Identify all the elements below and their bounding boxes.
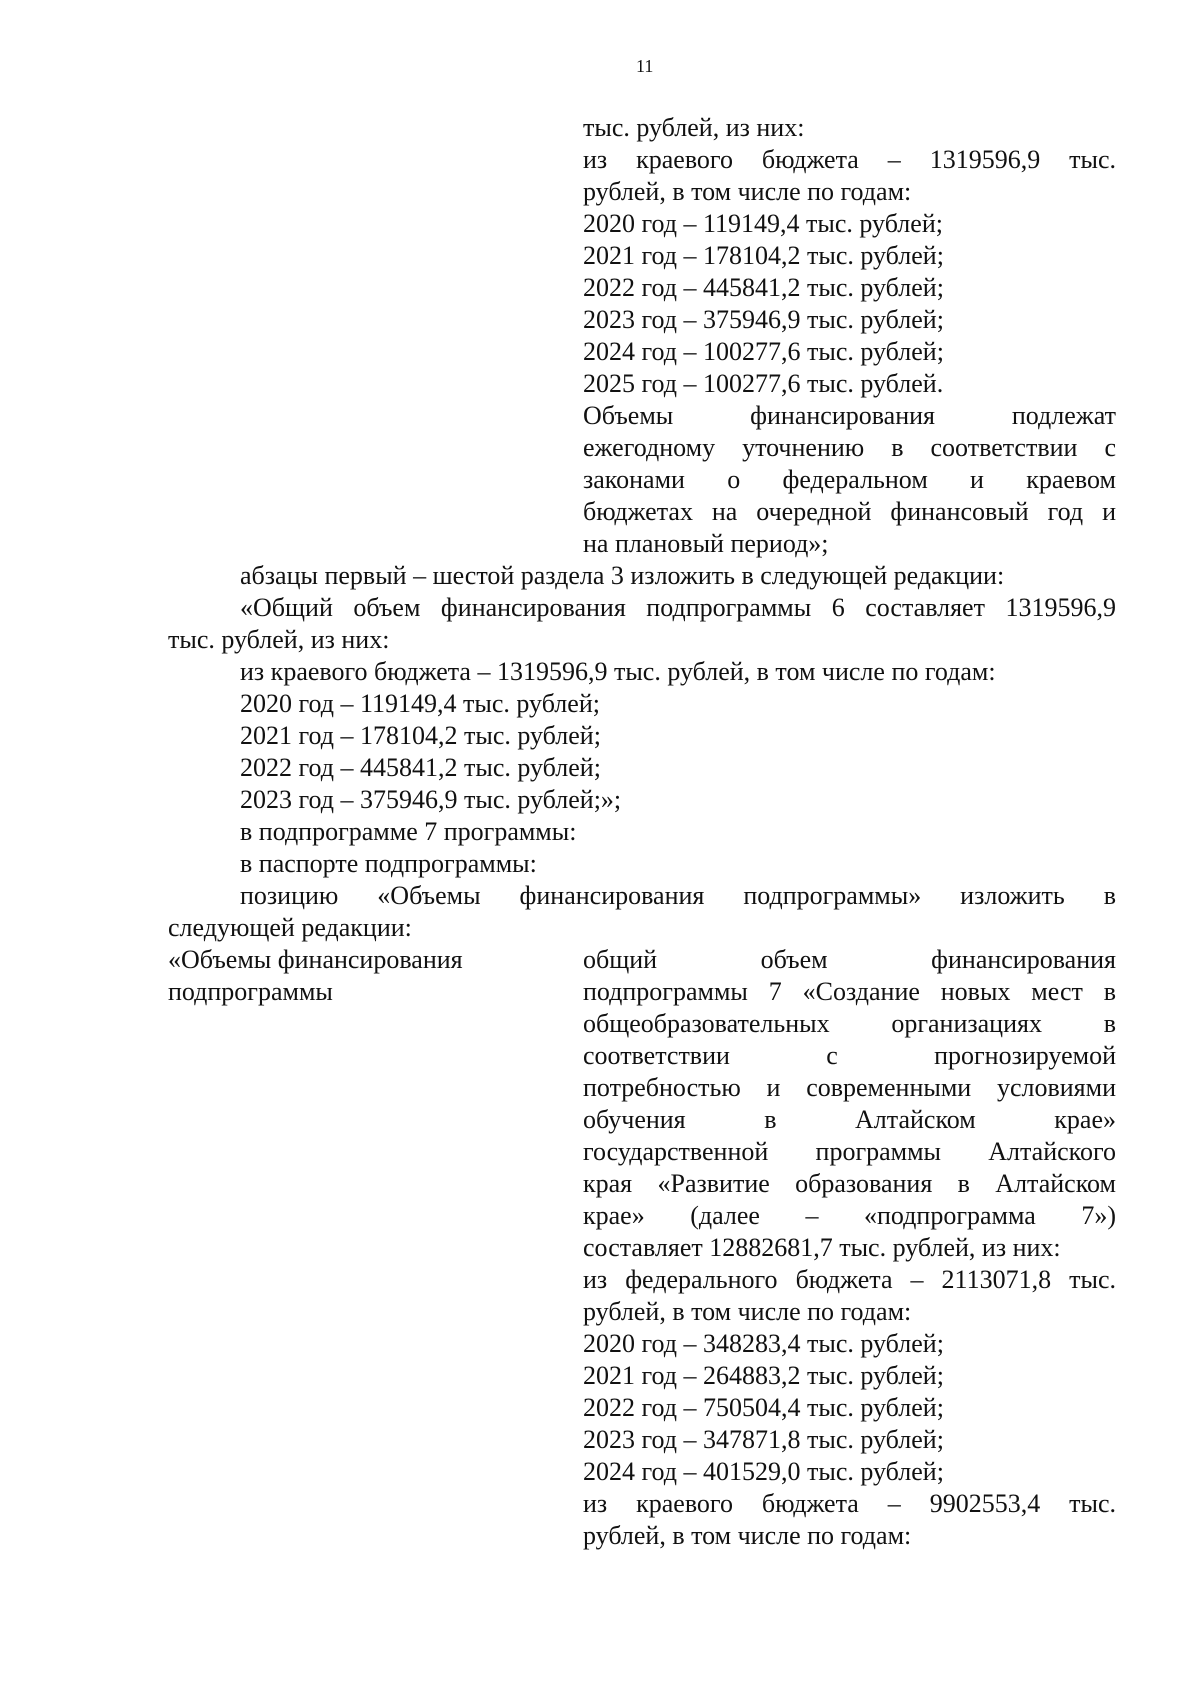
text-line: общий объем финансирования	[583, 945, 1116, 974]
text-line: позицию «Объемы финансирования подпрограммы» изложить в	[240, 881, 1116, 910]
text-line: 2021 год – 178104,2 тыс. рублей;	[240, 721, 601, 750]
text-line: тыс. рублей, из них:	[168, 625, 390, 654]
funding-position-content	[583, 944, 1116, 1552]
text-line: Объемы финансирования подлежат	[583, 401, 1116, 430]
label-line: «Объемы финансирования	[168, 945, 463, 974]
text-line: 2024 год – 100277,6 тыс. рублей;	[583, 337, 944, 366]
text-line: потребностью и современными условиями	[583, 1073, 1116, 1102]
text-line: обучения в Алтайском крае»	[583, 1105, 1116, 1134]
text-line: 2022 год – 445841,2 тыс. рублей;	[240, 753, 601, 782]
text-line: рублей, в том числе по годам:	[583, 1297, 912, 1326]
text-line: абзацы первый – шестой раздела 3 изложить в следующей редакции:	[240, 561, 1005, 590]
text-line: в паспорте подпрограммы:	[240, 849, 537, 878]
text-line: составляет 12882681,7 тыс. рублей, из них:	[583, 1233, 1061, 1262]
text-line: 2021 год – 264883,2 тыс. рублей;	[583, 1361, 944, 1390]
text-line: 2022 год – 750504,4 тыс. рублей;	[583, 1393, 944, 1422]
text-line: 2024 год – 401529,0 тыс. рублей;	[583, 1457, 944, 1486]
text-line: следующей редакции:	[168, 913, 412, 942]
text-line: из краевого бюджета – 1319596,9 тыс.	[583, 145, 1116, 174]
text-line: рублей, в том числе по годам:	[583, 177, 912, 206]
text-line: 2020 год – 119149,4 тыс. рублей;	[583, 209, 943, 238]
text-line: крае» (далее – «подпрограмма 7»)	[583, 1201, 1116, 1230]
funding-position-label	[168, 944, 548, 1008]
text-line: соответствии с прогнозируемой	[583, 1041, 1116, 1070]
text-line: из краевого бюджета – 9902553,4 тыс.	[583, 1489, 1116, 1518]
text-line: подпрограммы 7 «Создание новых мест в	[583, 977, 1116, 1006]
text-line: из федерального бюджета – 2113071,8 тыс.	[583, 1265, 1116, 1294]
text-line: законами о федеральном и краевом	[583, 465, 1116, 494]
page-number: 11	[636, 56, 654, 76]
text-line: края «Развитие образования в Алтайском	[583, 1169, 1116, 1198]
text-line: из краевого бюджета – 1319596,9 тыс. рублей, в том числе по годам:	[240, 657, 996, 686]
text-line: «Общий объем финансирования подпрограммы 6 составляет 1319596,9	[240, 593, 1116, 622]
text-line: 2020 год – 348283,4 тыс. рублей;	[583, 1329, 944, 1358]
text-line: 2022 год – 445841,2 тыс. рублей;	[583, 273, 944, 302]
text-line: ежегодному уточнению в соответствии с	[583, 433, 1116, 462]
text-line: тыс. рублей, из них:	[583, 113, 805, 142]
text-line: на плановый период»;	[583, 529, 829, 558]
text-line: 2023 год – 347871,8 тыс. рублей;	[583, 1425, 944, 1454]
text-line: бюджетах на очередной финансовый год и	[583, 497, 1116, 526]
passport-funding-continuation	[583, 112, 1116, 560]
text-line: государственной программы Алтайского	[583, 1137, 1116, 1166]
label-line: подпрограммы	[168, 977, 333, 1006]
text-line: 2023 год – 375946,9 тыс. рублей;»;	[240, 785, 622, 814]
text-line: 2023 год – 375946,9 тыс. рублей;	[583, 305, 944, 334]
text-line: в подпрограмме 7 программы:	[240, 817, 577, 846]
text-line: общеобразовательных организациях в	[583, 1009, 1116, 1038]
text-line: рублей, в том числе по годам:	[583, 1521, 912, 1550]
text-line: 2021 год – 178104,2 тыс. рублей;	[583, 241, 944, 270]
text-line: 2025 год – 100277,6 тыс. рублей.	[583, 369, 944, 398]
text-line: 2020 год – 119149,4 тыс. рублей;	[240, 689, 600, 718]
amendment-text	[168, 560, 1116, 944]
